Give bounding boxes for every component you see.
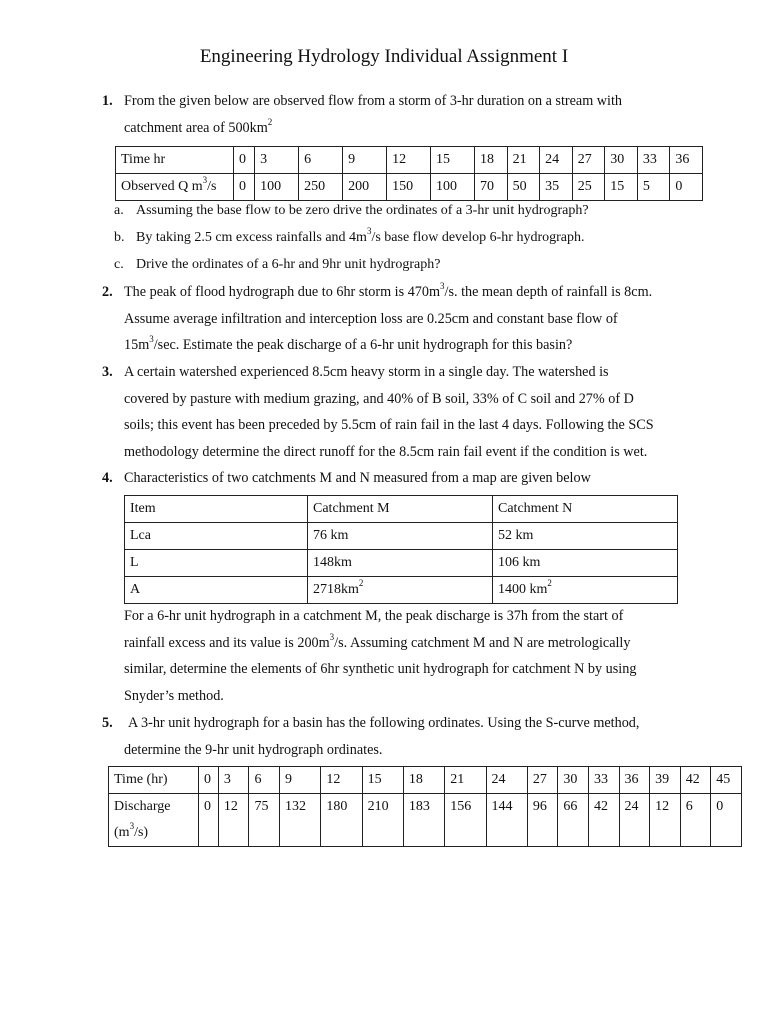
table-cell: Lca bbox=[125, 523, 308, 550]
table-cell: 42 bbox=[680, 767, 711, 794]
table-cell: 9 bbox=[280, 767, 321, 794]
question-2-line-1-pre: The peak of flood hydrograph due to 6hr storm is 470m bbox=[124, 284, 441, 300]
document-title: Engineering Hydrology Individual Assignment I bbox=[199, 46, 569, 67]
table-cell: 100 bbox=[255, 174, 299, 201]
question-3-line-2: covered by pasture with medium grazing, and 40% of B soil, 33% of C soil and 27% of D bbox=[124, 390, 634, 407]
table-cell: 0 bbox=[199, 767, 219, 794]
table-cell: 9 bbox=[343, 147, 387, 174]
table-cell: A bbox=[125, 577, 308, 604]
q1-sub-b-pre: By taking 2.5 cm excess rainfalls and 4m bbox=[136, 230, 367, 245]
table-cell: 132 bbox=[280, 794, 321, 847]
area-m-value: 2718km bbox=[313, 582, 359, 597]
table-row-label: Time (hr) bbox=[109, 767, 199, 794]
table-cell: 5 bbox=[637, 174, 670, 201]
question-4-line-2 bbox=[124, 630, 677, 657]
q1-sub-b-post: /s base flow develop 6-hr hydrograph. bbox=[371, 230, 585, 245]
q4-catchment-table bbox=[124, 495, 678, 604]
question-3-line-3: soils; this event has been preceded by 5.5cm of rain fail in the last 4 days. Following the SCS bbox=[124, 417, 654, 433]
table-cell: 50 bbox=[507, 174, 540, 201]
question-3-line-4: methodology determine the direct runoff for the 8.5cm rain fail event if the condition is wet. bbox=[124, 443, 648, 460]
table-cell: 33 bbox=[637, 147, 670, 174]
table-row bbox=[125, 577, 678, 604]
question-1-line-1: From the given below are observed flow from a storm of 3-hr duration on a stream with bbox=[124, 93, 623, 109]
question-5-line-1: A 3-hr unit hydrograph for a basin has the following ordinates. Using the S-curve method, bbox=[128, 715, 640, 731]
superscript: 3 bbox=[149, 334, 154, 345]
table-cell: 15 bbox=[605, 174, 638, 201]
row-label-text: Observed Q m bbox=[121, 179, 203, 194]
q1-sub-a-label: a. bbox=[114, 203, 124, 218]
table-cell: 6 bbox=[299, 147, 343, 174]
question-1-number: 1. bbox=[102, 93, 113, 109]
table-cell: 27 bbox=[572, 147, 605, 174]
table-cell: 183 bbox=[403, 794, 444, 847]
table-row bbox=[116, 147, 703, 174]
q1-sub-b-label: b. bbox=[114, 230, 125, 245]
question-2-line-1-post: /s. the mean depth of rainfall is 8cm. bbox=[444, 284, 653, 300]
question-1-line-2 bbox=[124, 115, 677, 142]
table-cell: 21 bbox=[507, 147, 540, 174]
table-cell: 6 bbox=[249, 767, 280, 794]
table-cell: 15 bbox=[431, 147, 475, 174]
superscript: 3 bbox=[366, 226, 372, 237]
superscript: 3 bbox=[440, 281, 445, 292]
table-cell: 52 km bbox=[493, 523, 678, 550]
row-label-unit-pre: (m bbox=[114, 825, 130, 840]
table-cell: 27 bbox=[527, 767, 558, 794]
table-cell: 45 bbox=[711, 767, 742, 794]
table-cell: 0 bbox=[711, 794, 742, 847]
superscript: 3 bbox=[202, 175, 208, 186]
question-4-line-4: Snyder’s method. bbox=[124, 687, 224, 704]
table-cell: 100 bbox=[431, 174, 475, 201]
table-cell: 70 bbox=[475, 174, 508, 201]
table-cell: 39 bbox=[650, 767, 681, 794]
table-cell: 12 bbox=[650, 794, 681, 847]
table-row bbox=[125, 550, 678, 577]
table-cell: 18 bbox=[403, 767, 444, 794]
table-row bbox=[116, 174, 703, 201]
table-cell: 250 bbox=[299, 174, 343, 201]
table-cell: 33 bbox=[588, 767, 619, 794]
q1-sub-c-label: c. bbox=[114, 257, 124, 272]
table-cell: 24 bbox=[486, 767, 527, 794]
table-cell: 0 bbox=[234, 174, 255, 201]
table-cell: 156 bbox=[445, 794, 486, 847]
q1-flow-table bbox=[115, 146, 703, 201]
question-3-line-1: A certain watershed experienced 8.5cm heavy storm in a single day. The watershed is bbox=[124, 364, 609, 380]
table-cell: 12 bbox=[218, 794, 249, 847]
table-cell: 36 bbox=[670, 147, 703, 174]
table-cell: 76 km bbox=[308, 523, 493, 550]
table-cell: 106 km bbox=[493, 550, 678, 577]
table-cell: 150 bbox=[387, 174, 431, 201]
table-cell: 18 bbox=[475, 147, 508, 174]
table-cell: 3 bbox=[218, 767, 249, 794]
question-1-text bbox=[124, 88, 677, 141]
table-cell: 12 bbox=[387, 147, 431, 174]
question-3-text bbox=[124, 359, 677, 465]
table-cell: L bbox=[125, 550, 308, 577]
superscript: 2 bbox=[267, 116, 273, 127]
table-cell: 12 bbox=[321, 767, 362, 794]
table-cell: 0 bbox=[234, 147, 255, 174]
table-cell bbox=[493, 577, 678, 604]
table-cell: 144 bbox=[486, 794, 527, 847]
row-label-text: Discharge bbox=[114, 799, 171, 814]
table-header: Catchment M bbox=[308, 496, 493, 523]
table-cell: 21 bbox=[445, 767, 486, 794]
table-row-label bbox=[116, 174, 234, 201]
row-label-unit: /s bbox=[207, 179, 217, 194]
table-cell: 35 bbox=[540, 174, 573, 201]
superscript: 3 bbox=[329, 631, 335, 642]
table-header: Item bbox=[125, 496, 308, 523]
table-row bbox=[125, 523, 678, 550]
superscript: 3 bbox=[129, 821, 135, 832]
row-label-unit bbox=[114, 820, 198, 846]
table-cell: 42 bbox=[588, 794, 619, 847]
table-cell: 25 bbox=[572, 174, 605, 201]
question-1-line-2-text: catchment area of 500km bbox=[124, 119, 268, 136]
table-row bbox=[109, 794, 742, 847]
table-row-label: Time hr bbox=[116, 147, 234, 174]
q1-sub-a-text: Assuming the base flow to be zero drive the ordinates of a 3-hr unit hydrograph? bbox=[136, 203, 589, 218]
question-2-line-1 bbox=[124, 279, 677, 306]
table-cell: 24 bbox=[540, 147, 573, 174]
table-cell: 96 bbox=[527, 794, 558, 847]
question-4-text bbox=[124, 603, 677, 709]
table-cell: 75 bbox=[249, 794, 280, 847]
question-2-line-3-post: /sec. Estimate the peak discharge of a 6-hr unit hydrograph for this basin? bbox=[153, 337, 573, 353]
q5-discharge-table bbox=[108, 766, 742, 847]
table-cell: 24 bbox=[619, 794, 650, 847]
question-2-number: 2. bbox=[102, 284, 113, 300]
table-cell: 30 bbox=[558, 767, 589, 794]
table-row-label bbox=[109, 794, 199, 847]
question-4-intro: Characteristics of two catchments M and N measured from a map are given below bbox=[124, 470, 591, 486]
table-cell: 200 bbox=[343, 174, 387, 201]
table-header: Catchment N bbox=[493, 496, 678, 523]
row-label-unit-post: /s) bbox=[134, 825, 149, 840]
table-cell: 66 bbox=[558, 794, 589, 847]
table-cell: 0 bbox=[670, 174, 703, 201]
question-5-text bbox=[124, 710, 678, 763]
table-cell: 6 bbox=[680, 794, 711, 847]
question-5-number: 5. bbox=[102, 715, 113, 731]
table-cell: 36 bbox=[619, 767, 650, 794]
question-4-line-1: For a 6-hr unit hydrograph in a catchment M, the peak discharge is 37h from the start of bbox=[124, 608, 624, 624]
table-row bbox=[125, 496, 678, 523]
q1-sub-c-text: Drive the ordinates of a 6-hr and 9hr unit hydrograph? bbox=[136, 257, 441, 272]
question-4-line-3: similar, determine the elements of 6hr synthetic unit hydrograph for catchment N by using bbox=[124, 661, 637, 677]
question-4-line-2-pre: rainfall excess and its value is 200m bbox=[124, 634, 330, 651]
question-4-number: 4. bbox=[102, 470, 113, 486]
table-cell: 148km bbox=[308, 550, 493, 577]
question-2-line-3-pre: 15m bbox=[124, 337, 150, 353]
table-cell: 0 bbox=[199, 794, 219, 847]
table-cell: 30 bbox=[605, 147, 638, 174]
question-2-line-3 bbox=[124, 332, 677, 359]
table-row bbox=[109, 767, 742, 794]
area-n-value: 1400 km bbox=[498, 582, 548, 597]
table-cell bbox=[308, 577, 493, 604]
question-4-line-2-post: /s. Assuming catchment M and N are metrologically bbox=[334, 634, 631, 651]
q1-sub-b-text bbox=[136, 225, 585, 252]
table-cell: 3 bbox=[255, 147, 299, 174]
table-cell: 180 bbox=[321, 794, 362, 847]
superscript: 2 bbox=[358, 578, 364, 589]
question-3-number: 3. bbox=[102, 364, 113, 380]
superscript: 2 bbox=[547, 578, 552, 589]
question-5-line-2: determine the 9-hr unit hydrograph ordinates. bbox=[124, 741, 383, 758]
question-2-line-2: Assume average infiltration and interception loss are 0.25cm and constant base flow of bbox=[124, 310, 618, 327]
question-2-text bbox=[124, 279, 677, 359]
table-cell: 210 bbox=[362, 794, 403, 847]
table-cell: 15 bbox=[362, 767, 403, 794]
